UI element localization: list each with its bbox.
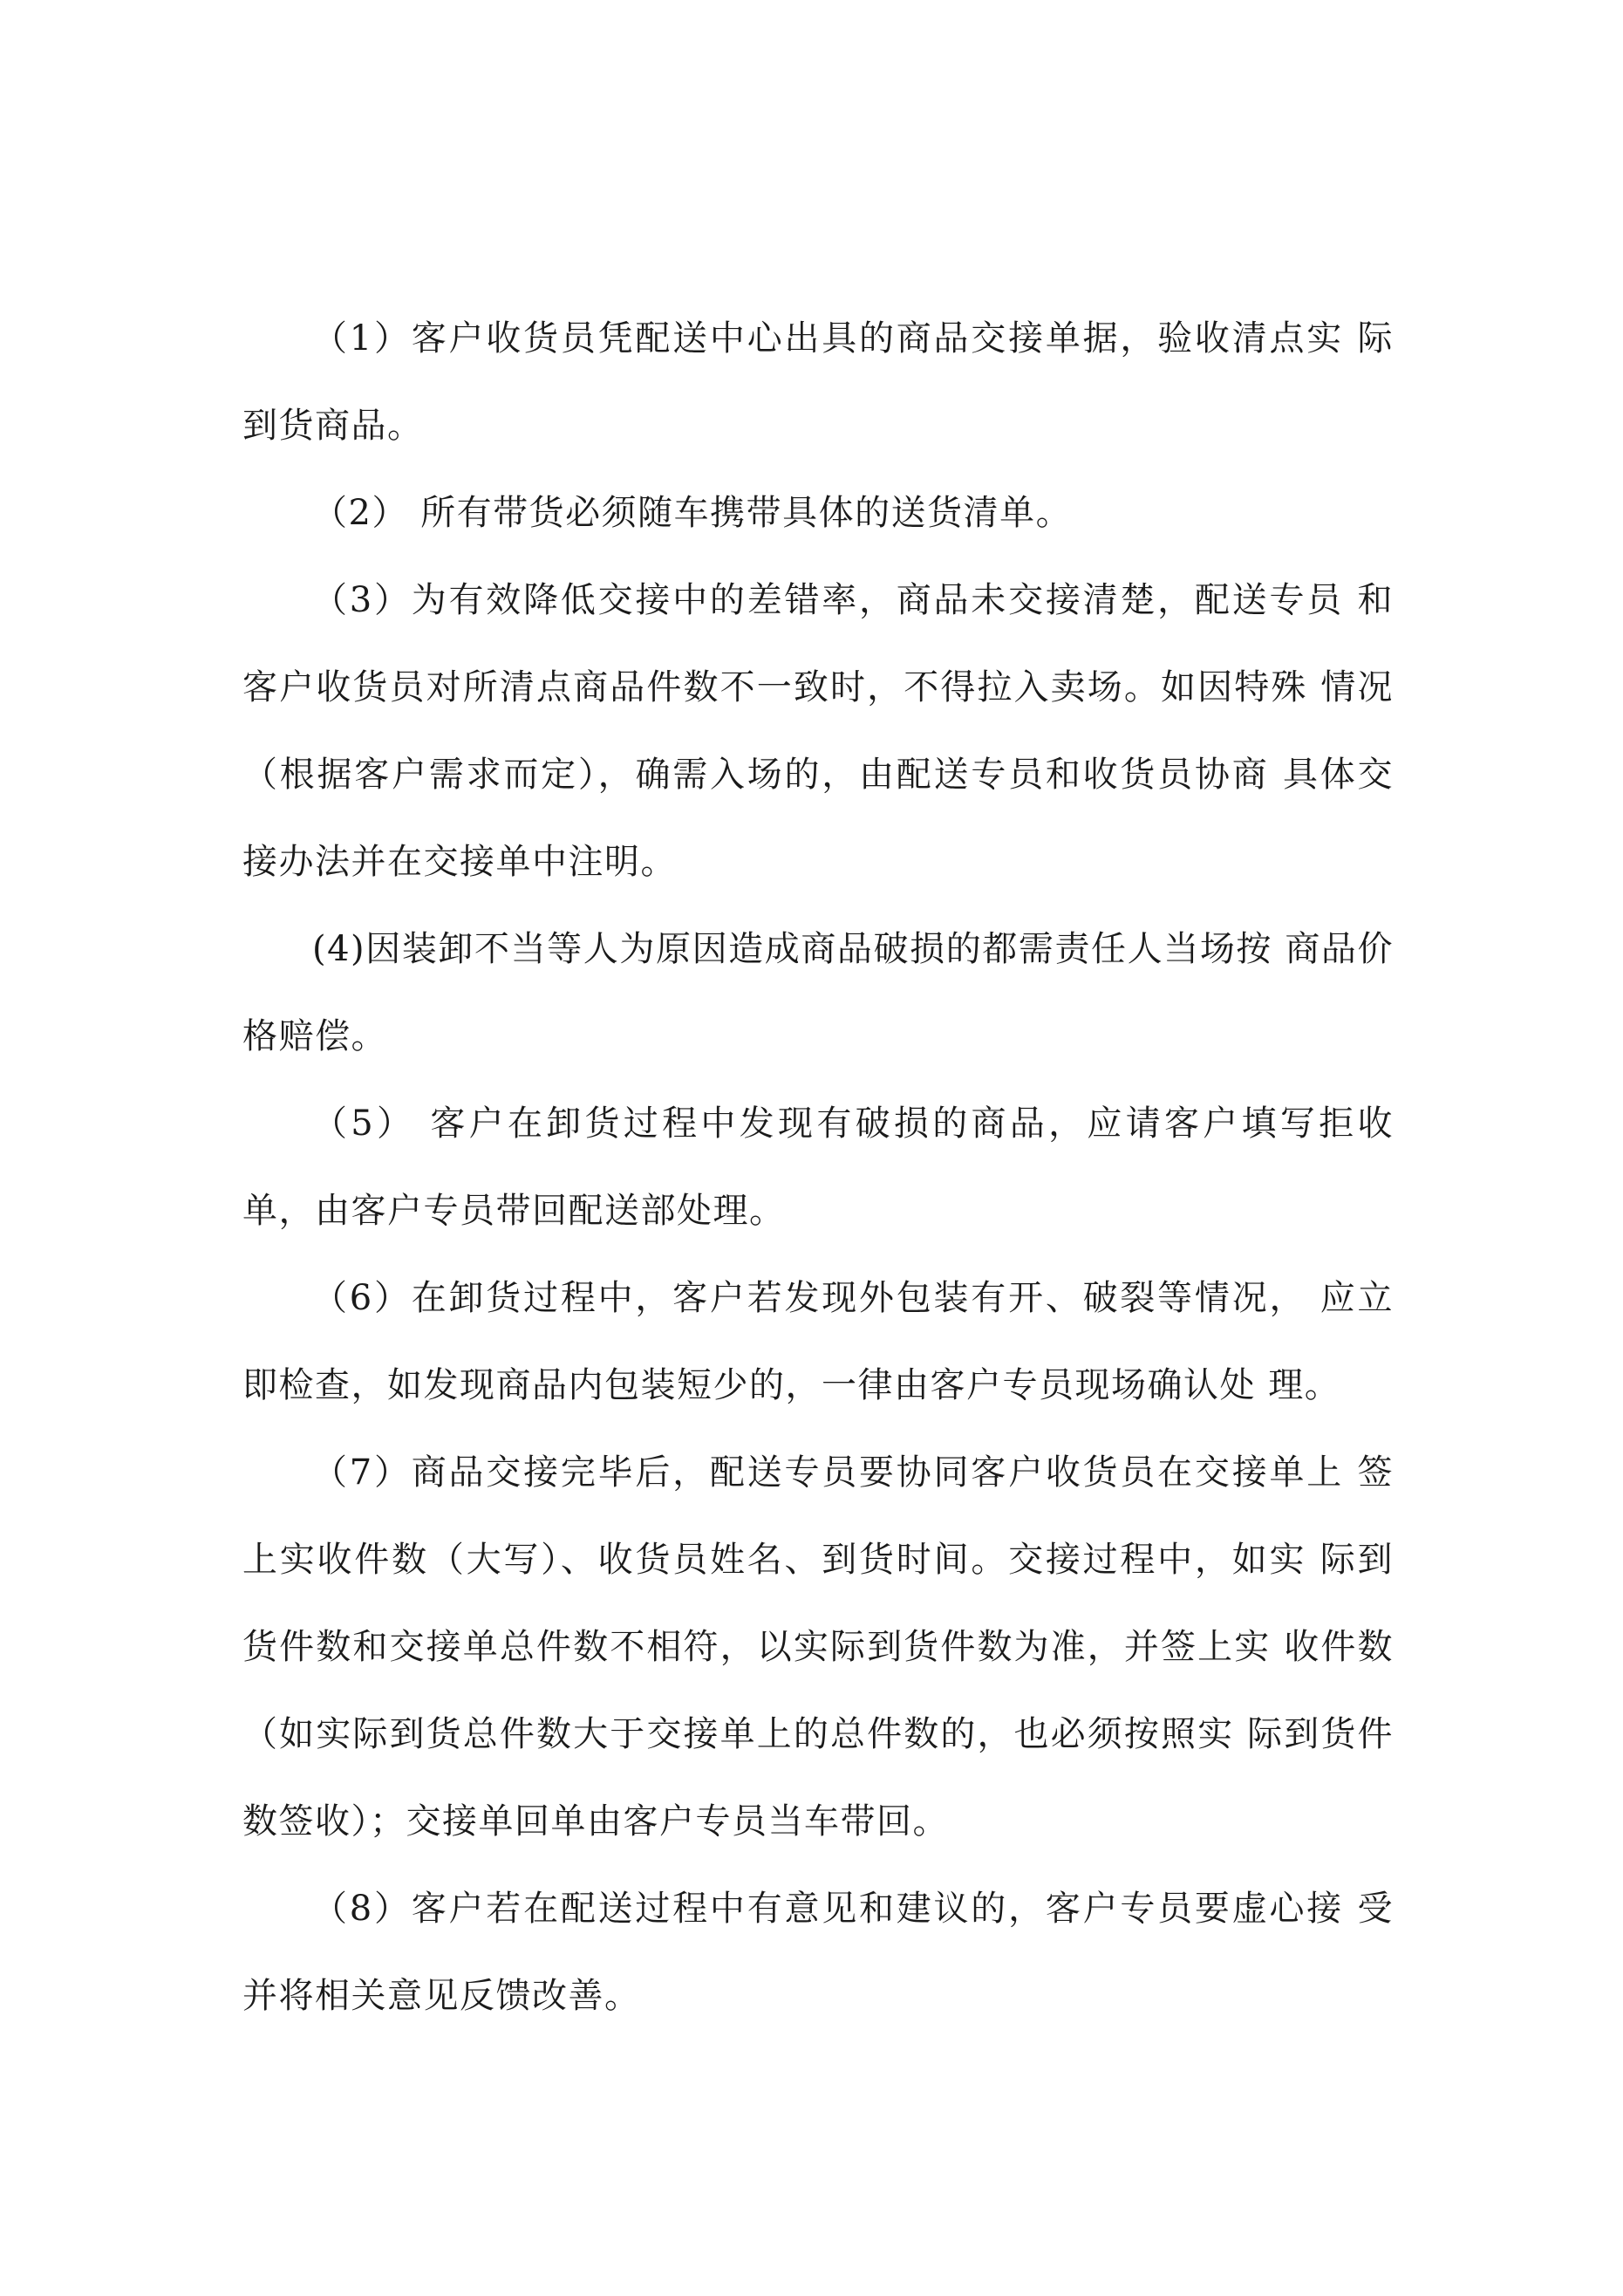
paragraph-8: （8）客户若在配送过程中有意见和建议的，客户专员要虚心接 受并将相关意见反馈改善。 xyxy=(242,1889,1394,2016)
paragraph-1: （1）客户收货员凭配送中心出具的商品交接单据，验收清点实 际到货商品。 xyxy=(242,318,1394,446)
paragraph-7: （7）商品交接完毕后，配送专员要协同客户收货员在交接单上 签上实收件数（大写）、收货员姓名、到货时间。交接过程中，如实 际到货件数和交接单总件数不相符，以实际到货件数为准，并签上实 收件数（如实际到货总件数大于交接单上的总件数的，也必须按照实 际到货件数签收）；交接单回单由客户专员当车带回。 xyxy=(242,1452,1394,1842)
paragraph-2: （2） 所有带货必须随车携带具体的送货清单。 xyxy=(312,493,1073,533)
paragraph-3: （3）为有效降低交接中的差错率，商品未交接清楚，配送专员 和客户收货员对所清点商品件数不一致时，不得拉入卖场。如因特殊 情况（根据客户需求而定），确需入场的，由配送专员和收货员协商 具体交接办法并在交接单中注明。 xyxy=(242,580,1394,882)
paragraph-6: （6）在卸货过程中，客户若发现外包装有开、破裂等情况， 应立即检查，如发现商品内包装短少的，一律由客户专员现场确认处 理。 xyxy=(242,1278,1394,1405)
paragraph-4: (4)因装卸不当等人为原因造成商品破损的都需责任人当场按 商品价格赔偿。 xyxy=(242,929,1394,1056)
paragraph-5: （5） 客户在卸货过程中发现有破损的商品，应请客户填写拒收 单，由客户专员带回配送部处理。 xyxy=(242,1104,1394,1231)
document-body xyxy=(242,295,1394,2040)
